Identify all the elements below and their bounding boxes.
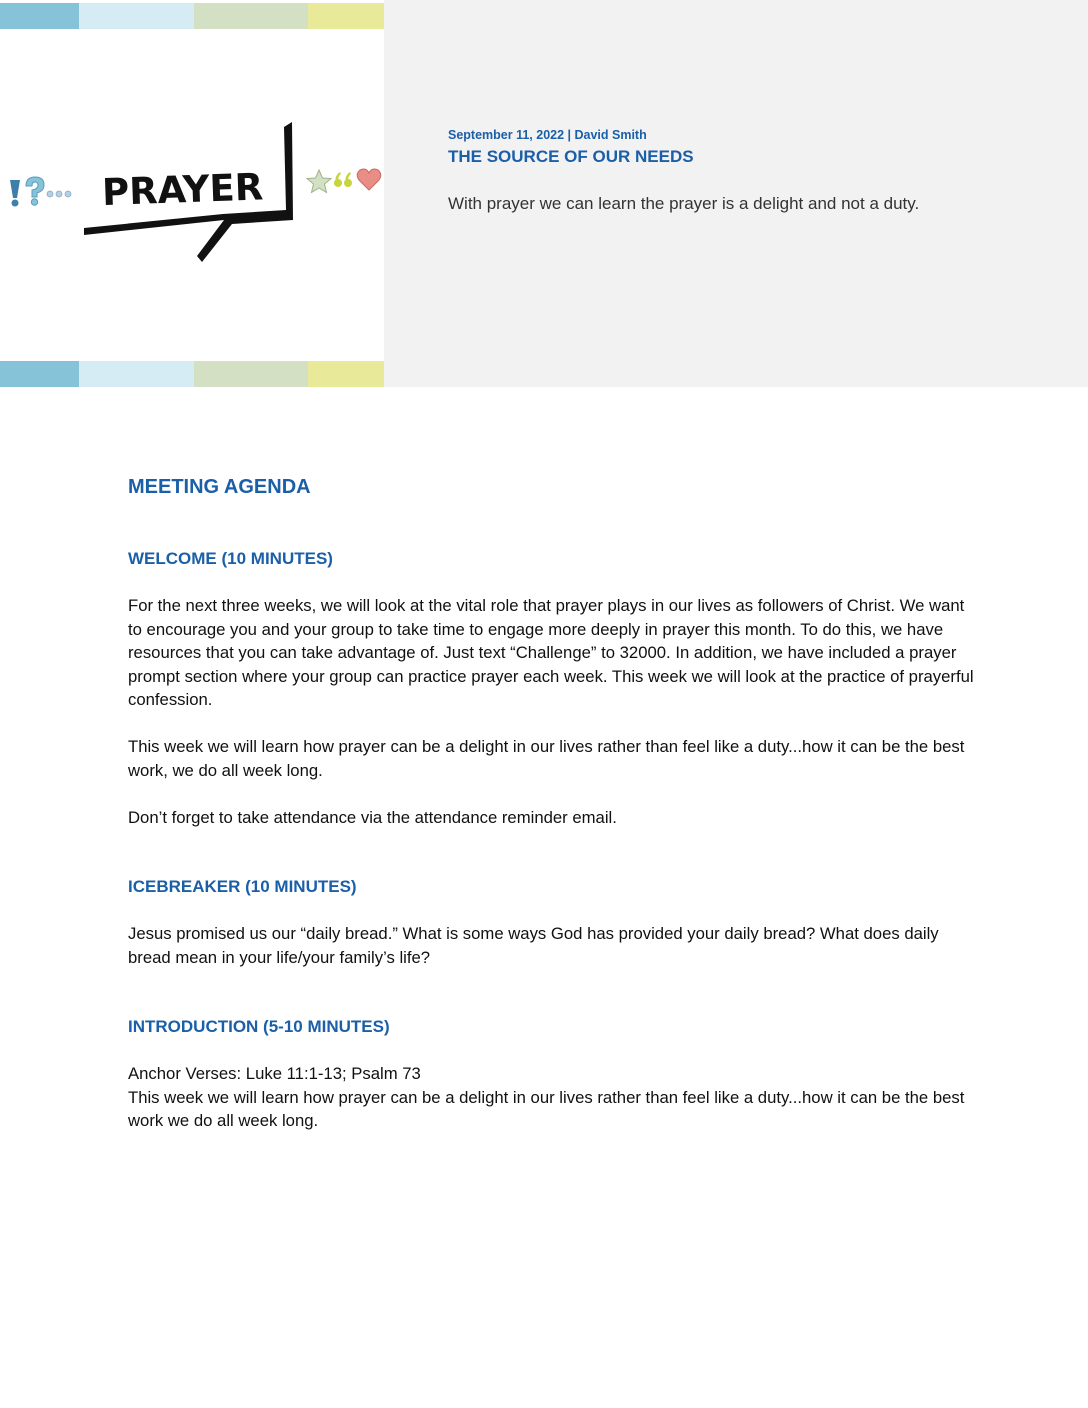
document-title: THE SOURCE OF OUR NEEDS [448,147,694,166]
section-introduction [128,1016,978,1133]
section-heading: WELCOME (10 MINUTES) [128,549,333,568]
quote-icon [334,172,352,187]
heart-icon [357,169,381,190]
section-paragraph: Jesus promised us our “daily bread.” What is some ways God has provided your daily bread? What does daily bread mean in your life/your family’s life? [128,924,939,967]
prayer-logo [0,110,384,280]
question-icon [26,177,44,205]
agenda-content [128,474,978,1180]
color-stripe-bottom [0,361,384,387]
logo-text: PRAYER [101,165,264,215]
header-meta [448,128,1048,215]
section-welcome [128,548,978,829]
document-summary: With prayer we can learn the prayer is a delight and not a duty. [448,194,920,213]
section-heading: ICEBREAKER (10 MINUTES) [128,877,357,896]
section-paragraph: This week we will learn how prayer can be a delight in our lives rather than feel like a duty...how it can be the best work, we do all week long. [128,737,965,780]
exclamation-icon [10,180,20,207]
date-author: September 11, 2022 | David Smith [448,128,647,142]
color-stripe-top [0,3,384,29]
ellipsis-icon [47,191,71,197]
agenda-title: MEETING AGENDA [128,476,311,498]
section-paragraph: For the next three weeks, we will look at the vital role that prayer plays in our lives as followers of Christ. We want to encourage you and your group to take time to engage more deeply in prayer this month. To do this, we have resources that you can take advantage of. Just text “Challenge” to 32000. In addition, we have included a prayer prompt section where your group can practice prayer each week. This week we will look at the practice of prayerful confession. [128,596,974,709]
section-paragraph: Don’t forget to take attendance via the attendance reminder email. [128,807,617,827]
star-icon [307,170,331,193]
section-heading: INTRODUCTION (5-10 MINUTES) [128,1017,390,1036]
section-paragraph: This week we will learn how prayer can be a delight in our lives rather than feel like a duty...how it can be the best work we do all week long. [128,1087,965,1130]
anchor-verses: Anchor Verses: Luke 11:1-13; Psalm 73 [128,1064,421,1083]
section-icebreaker [128,876,978,969]
